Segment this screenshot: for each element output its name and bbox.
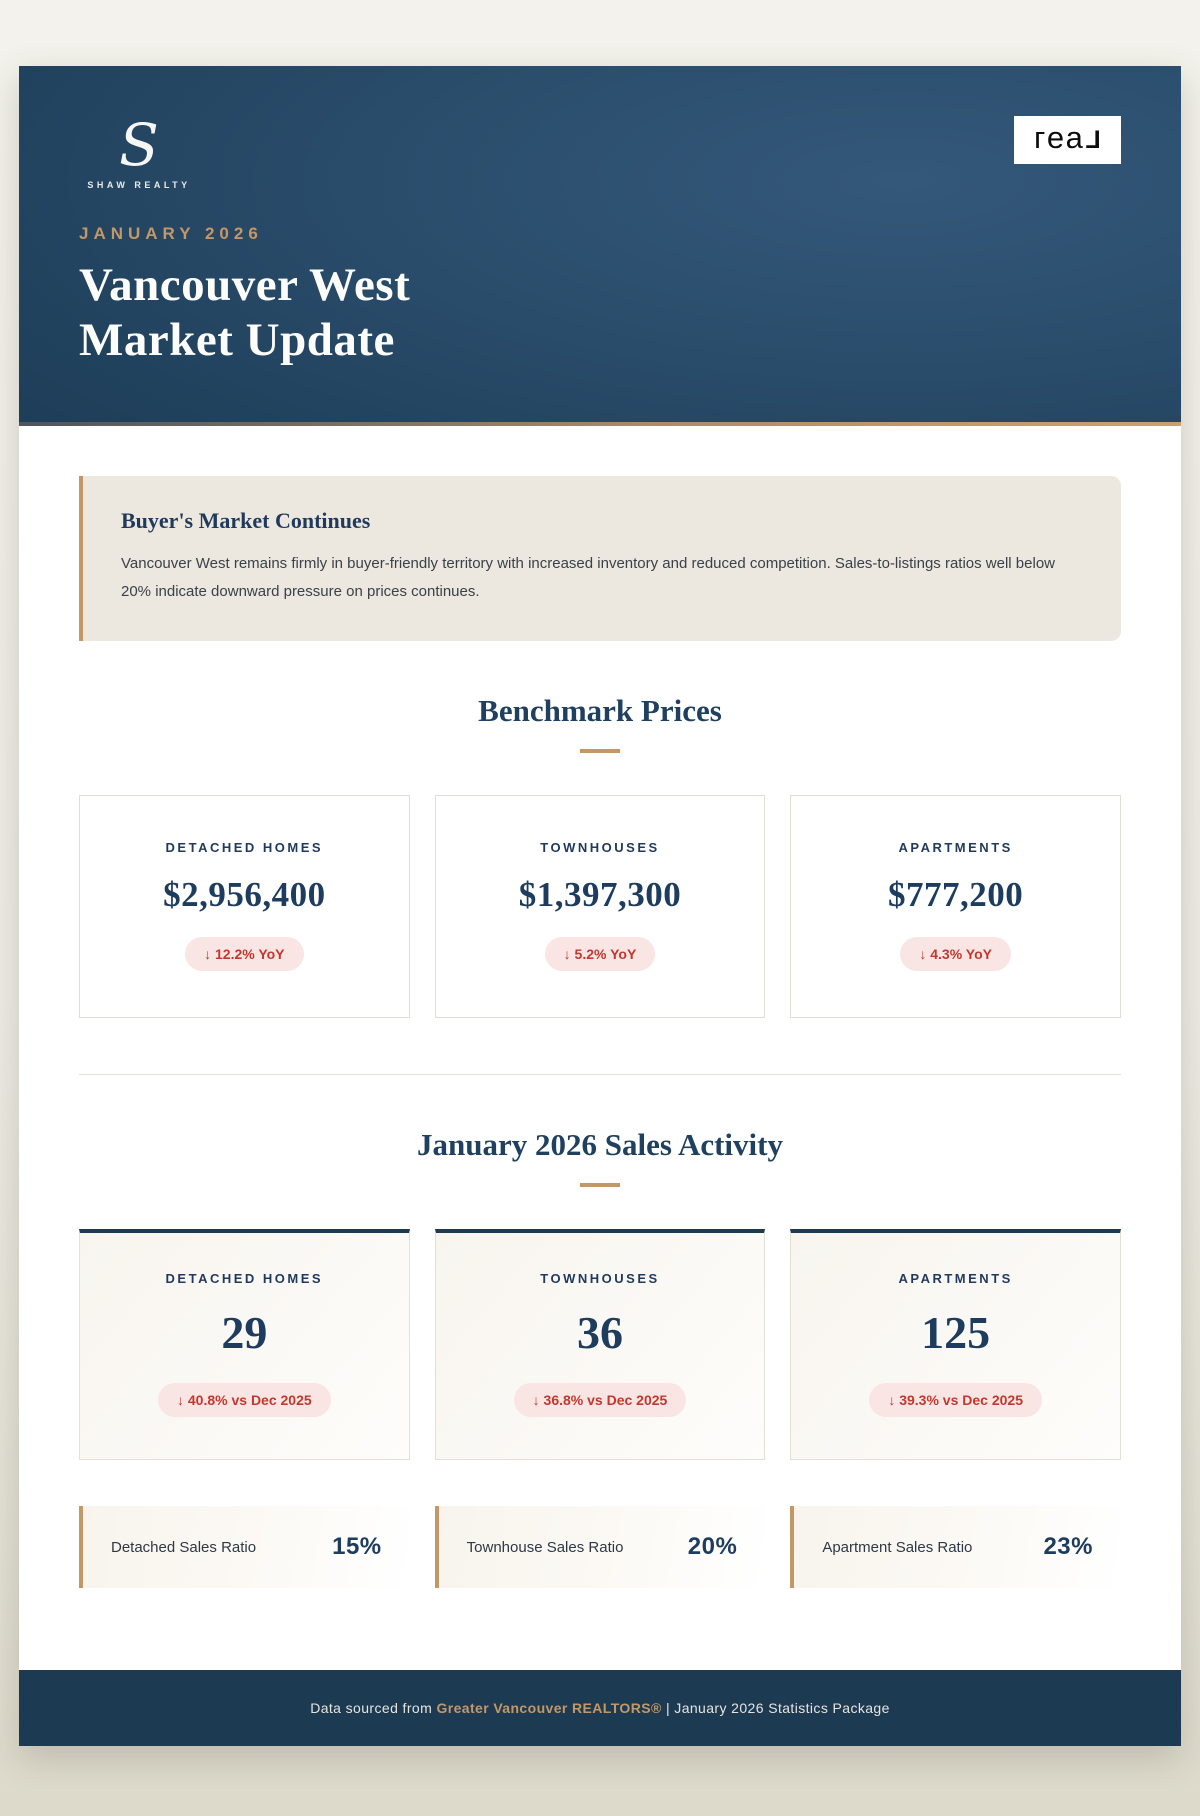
benchmark-price: $777,200 [888,875,1024,915]
ratio-label: Apartment Sales Ratio [822,1538,973,1556]
sales-ratio-row [79,1506,1121,1588]
gold-divider-bar [580,1183,620,1187]
benchmark-card-detached [79,795,410,1018]
shaw-realty-logo [79,111,199,190]
mom-change-badge: ↓ 39.3% vs Dec 2025 [869,1383,1042,1417]
sales-count: 36 [576,1307,623,1359]
card-label: TOWNHOUSES [540,840,660,856]
benchmark-card-apartments [790,795,1121,1018]
benchmark-section-title: Benchmark Prices [478,693,722,729]
ratio-card-apartment [790,1506,1121,1588]
sales-count: 29 [221,1307,268,1359]
source-suffix: | January 2026 Statistics Package [661,1700,890,1717]
shaw-brand-name: SHAW REALTY [87,180,191,190]
benchmark-prices-section [79,693,1121,1018]
yoy-change-badge: ↓ 4.3% YoY [900,937,1011,971]
card-label: TOWNHOUSES [540,1271,660,1287]
ratio-card-detached [79,1506,410,1588]
ratio-value: 20% [687,1533,738,1561]
ratio-value: 15% [332,1533,382,1561]
market-update-document [19,66,1181,1746]
real-logo-char: e [1046,120,1066,155]
real-brokerage-logo [1014,116,1121,164]
sales-section-title: January 2026 Sales Activity [417,1127,783,1163]
ratio-label: Townhouse Sales Ratio [466,1538,624,1556]
sales-card-detached [79,1229,410,1460]
market-summary-callout [79,476,1121,642]
benchmark-price: $1,397,300 [518,875,682,915]
real-logo-char: L [1084,127,1101,154]
hero-header [19,66,1181,426]
section-divider [79,1074,1121,1075]
report-month-eyebrow: JANUARY 2026 [79,224,263,243]
page-title [79,258,1121,368]
real-logo-char: г [1034,120,1047,155]
ratio-label: Detached Sales Ratio [111,1538,257,1556]
page-title-line2: Market Update [79,313,395,366]
document-footer [19,1670,1181,1746]
card-label: DETACHED HOMES [165,840,324,856]
source-prefix: Data sourced from [310,1700,437,1717]
shaw-monogram-icon: S [119,111,159,179]
data-source-note [39,1700,1161,1716]
benchmark-card-townhouses [435,795,766,1018]
benchmark-price: $2,956,400 [163,875,326,915]
gold-divider-bar [580,749,620,753]
sales-cards-row [79,1229,1121,1460]
mom-change-badge: ↓ 36.8% vs Dec 2025 [514,1383,687,1417]
yoy-change-badge: ↓ 5.2% YoY [545,937,656,971]
card-label: APARTMENTS [898,840,1013,856]
sales-count: 125 [921,1307,991,1359]
callout-title: Buyer's Market Continues [121,507,371,533]
sales-card-townhouses [435,1229,766,1460]
yoy-change-badge: ↓ 12.2% YoY [185,937,303,971]
source-link[interactable]: Greater Vancouver REALTORS® [436,1700,662,1717]
main-content [19,426,1181,1671]
mom-change-badge: ↓ 40.8% vs Dec 2025 [158,1383,331,1417]
card-label: DETACHED HOMES [165,1271,324,1287]
real-logo-char: a [1065,120,1085,155]
ratio-card-townhouse [435,1506,766,1588]
card-label: APARTMENTS [898,1271,1013,1287]
callout-body: Vancouver West remains firmly in buyer-friendly territory with increased inventory and reduced competition. Sales-to-listings ratios well below 20% indicate downward pressure on prices continues. [121,554,1055,600]
sales-card-apartments [790,1229,1121,1460]
sales-activity-section [79,1127,1121,1588]
ratio-value: 23% [1043,1533,1093,1561]
page-title-line1: Vancouver West [79,259,411,311]
benchmark-cards-row [79,795,1121,1018]
